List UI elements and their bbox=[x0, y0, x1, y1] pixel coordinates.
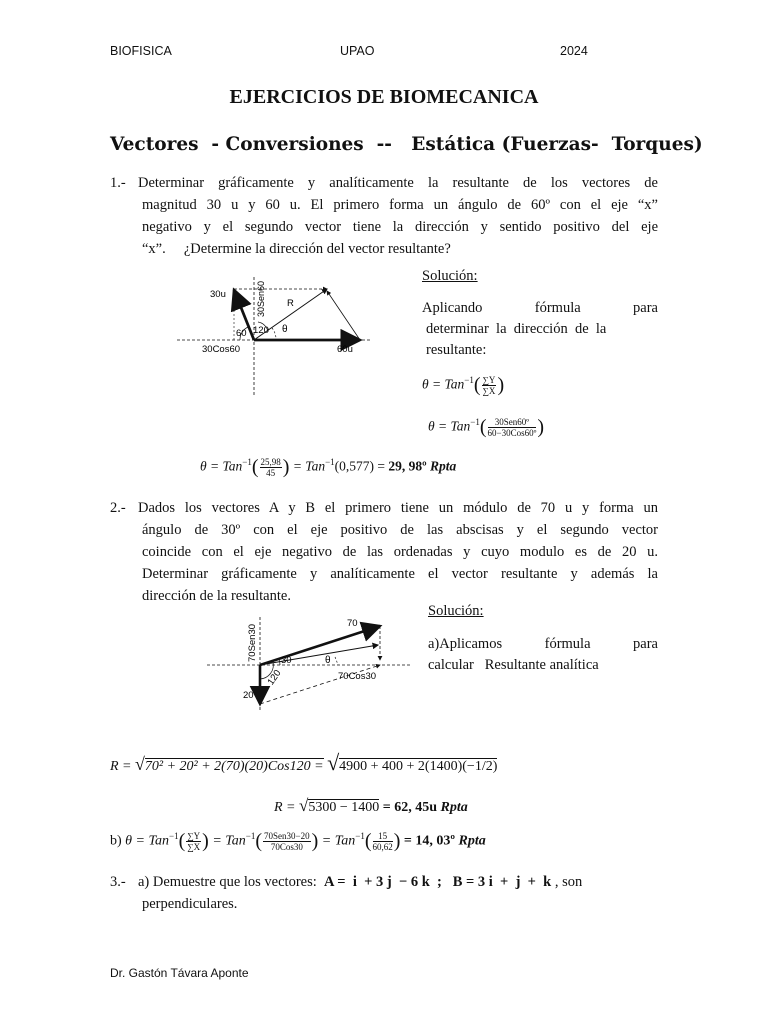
eq-mid: = Tan bbox=[292, 458, 326, 474]
eq-den: 60,62 bbox=[372, 842, 393, 852]
solution-label: Solución: bbox=[422, 268, 478, 284]
eq-exp: −1 bbox=[245, 831, 256, 842]
eq-num: 70Sen30−20 bbox=[264, 831, 310, 841]
eq-rpta: Rpta bbox=[440, 800, 468, 815]
page-subtitle: Vectores - Conversiones -- Estática (Fuerzas- Torques) bbox=[110, 134, 703, 155]
label-R: R bbox=[287, 298, 294, 309]
exercise-line: dirección de la resultante. bbox=[142, 588, 291, 604]
exercise-line: Determinar gráficamente y analíticamente la resultante de los vectores de bbox=[138, 175, 658, 191]
equation-theta-formula: θ = Tan$^{-1}$( $\frac{\sum Y}{\sum X}$ ) bbox=[422, 374, 505, 396]
exercise-2 bbox=[110, 497, 658, 607]
exercise-number: 1.- bbox=[110, 175, 126, 191]
exercise-line: Dados los vectores A y B el primero tiene un módulo de 70 u y forma un bbox=[138, 500, 658, 516]
vector-diagram-1 bbox=[172, 272, 382, 402]
eq-radicand: 5300 − 1400 bbox=[308, 800, 380, 815]
label-60u: 60u bbox=[337, 344, 353, 355]
label-30sen60: 30Sen60 bbox=[256, 280, 266, 317]
exercise-3 bbox=[110, 871, 658, 915]
solution-word: para bbox=[633, 636, 658, 652]
eq-mid: = Tan bbox=[212, 833, 246, 849]
eq-mid: = Tan bbox=[321, 833, 356, 849]
eq-radicand: 70² + 20² + 2(70)(20)Cos120 = bbox=[144, 759, 324, 774]
eq-den: 70Cos30 bbox=[270, 842, 303, 852]
label-70: 70 bbox=[347, 618, 358, 629]
label-30cos60: 30Cos60 bbox=[202, 344, 241, 355]
eq-lhs: θ = Tan bbox=[125, 833, 169, 849]
eq-exp: −1 bbox=[242, 457, 252, 468]
vector-expression: A = i + 3 j − 6 k ; B = 3 i + j + k bbox=[324, 874, 552, 890]
eq-result: = 14, 03º bbox=[403, 833, 456, 849]
eq-den: 45 bbox=[266, 468, 276, 478]
eq-lhs: θ = Tan bbox=[200, 458, 243, 474]
eq-num: 30Sen60º bbox=[488, 417, 537, 428]
solution-text bbox=[422, 300, 658, 317]
exercise-line: magnitud 30 u y 60 u. El primero forma un ángulo de 60º con el eje “x” bbox=[142, 197, 658, 213]
solution-label: Solución: bbox=[428, 603, 484, 619]
equation-theta-substituted: θ = Tan$^{-1}$( $\frac{\text{30Sen60º}}{\text{60−30Cos60º}}$ ) bbox=[428, 416, 545, 438]
equation-resultant: R = √70² + 20² + 2(70)(20)Cos120 = √4900 + 400 + 2(1400)(−1/2) bbox=[110, 750, 498, 775]
label-30u: 30u bbox=[210, 289, 226, 300]
eq-radicand: 4900 + 400 + 2(1400)(−1/2) bbox=[339, 759, 498, 774]
exercise-number: 3.- bbox=[110, 874, 126, 890]
footer-author: Dr. Gastón Távara Aponte bbox=[110, 966, 249, 980]
eq-lhs: R = bbox=[274, 800, 296, 815]
label-120: 120 bbox=[253, 325, 269, 336]
label-30: 30 bbox=[281, 655, 292, 666]
label-70cos30: 70Cos30 bbox=[338, 671, 377, 682]
label-theta: θ bbox=[325, 655, 331, 666]
eq-den: ∑X bbox=[482, 386, 496, 396]
eq-den: 60−30Cos60º bbox=[487, 428, 537, 438]
solution-text: determinar la dirección de la bbox=[426, 321, 607, 337]
solution-text bbox=[428, 636, 658, 653]
solution-word: fórmula bbox=[544, 636, 591, 652]
eq-num: ∑Y bbox=[187, 831, 201, 841]
exercise-1 bbox=[110, 172, 658, 260]
exercise-line: Determinar gráficamente y analíticamente el vector resultante y además la bbox=[142, 566, 658, 582]
equation-theta-result: θ = Tan$^{-1}$( $\frac{25,98}{45}$ ) = Tan$^{-1}$(0,577) = 29, 98º Rpta bbox=[200, 456, 457, 478]
eq-lhs: θ = Tan bbox=[422, 376, 465, 392]
exercise-number: 2.- bbox=[110, 500, 126, 516]
vector-diagram-2 bbox=[205, 612, 415, 717]
page-title: EJERCICIOS DE BIOMECANICA bbox=[229, 86, 539, 108]
equation-resultant-result: R = √5300 − 1400 = 62, 45u Rpta bbox=[274, 796, 468, 815]
eq-result: = 62, 45u bbox=[382, 800, 438, 815]
eq-exp: −1 bbox=[464, 375, 474, 386]
solution-word: fórmula bbox=[534, 300, 581, 316]
label-20: 20 bbox=[243, 690, 254, 701]
eq-exp: −1 bbox=[325, 457, 335, 468]
eq-lhs: θ = Tan bbox=[428, 418, 471, 434]
solution-text: resultante: bbox=[426, 342, 487, 358]
eq-num: ∑Y bbox=[482, 375, 496, 385]
solution-word: para bbox=[633, 300, 658, 316]
eq-num: 15 bbox=[373, 831, 393, 842]
solution-text: calcular Resultante analítica bbox=[428, 657, 599, 673]
label-120: 120 bbox=[265, 667, 284, 688]
eq-exp: −1 bbox=[169, 831, 179, 842]
eq-prefix: b) bbox=[110, 833, 122, 849]
eq-num: 25,98 bbox=[260, 457, 281, 467]
exercise-line: negativo y el segundo vector tiene la dirección y sentido positivo del eje bbox=[142, 219, 658, 235]
eq-rpta: Rpta bbox=[458, 833, 486, 849]
label-theta: θ bbox=[282, 324, 288, 335]
exercise-text: , son bbox=[554, 874, 583, 890]
exercise-line: perpendiculares. bbox=[142, 896, 238, 912]
eq-exp: −1 bbox=[470, 417, 480, 428]
eq-den: ∑X bbox=[187, 842, 201, 852]
eq-rpta: Rpta bbox=[429, 458, 457, 474]
header-left: BIOFISICA bbox=[110, 44, 172, 58]
exercise-line bbox=[110, 871, 658, 893]
label-60: 60 bbox=[236, 328, 247, 339]
header-right: 2024 bbox=[560, 44, 588, 58]
eq-result: 29, 98º bbox=[388, 458, 427, 474]
eq-exp: −1 bbox=[355, 831, 365, 842]
eq-lhs: R = bbox=[110, 759, 132, 774]
label-70sen30: 70Sen30 bbox=[247, 623, 258, 662]
header-center: UPAO bbox=[340, 44, 375, 58]
equation-direction: b) θ = Tan$^{-1}$( $\frac{\sum Y}{\sum X}$ ) = Tan$^{-1}$( $\frac{\text{70Sen30−20}}{\text{70Cos30}}$ ) = Tan$^{-1}$( $\frac{15}{60,62}$ ) = 14, 03º Rpta bbox=[110, 830, 486, 852]
solution-word: Aplicando bbox=[422, 300, 483, 316]
exercise-line: ángulo de 30º con el eje positivo de las abscisas y el segundo vector bbox=[142, 522, 658, 538]
exercise-text: a) Demuestre que los vectores: bbox=[138, 874, 317, 890]
eq-arg: (0,577) = bbox=[334, 458, 386, 474]
exercise-line: “x”. ¿Determine la dirección del vector resultante? bbox=[142, 241, 451, 257]
exercise-line: coincide con el eje negativo de las ordenadas y cuyo modulo es de 20 u. bbox=[142, 544, 658, 560]
solution-word: a)Aplicamos bbox=[428, 636, 503, 652]
